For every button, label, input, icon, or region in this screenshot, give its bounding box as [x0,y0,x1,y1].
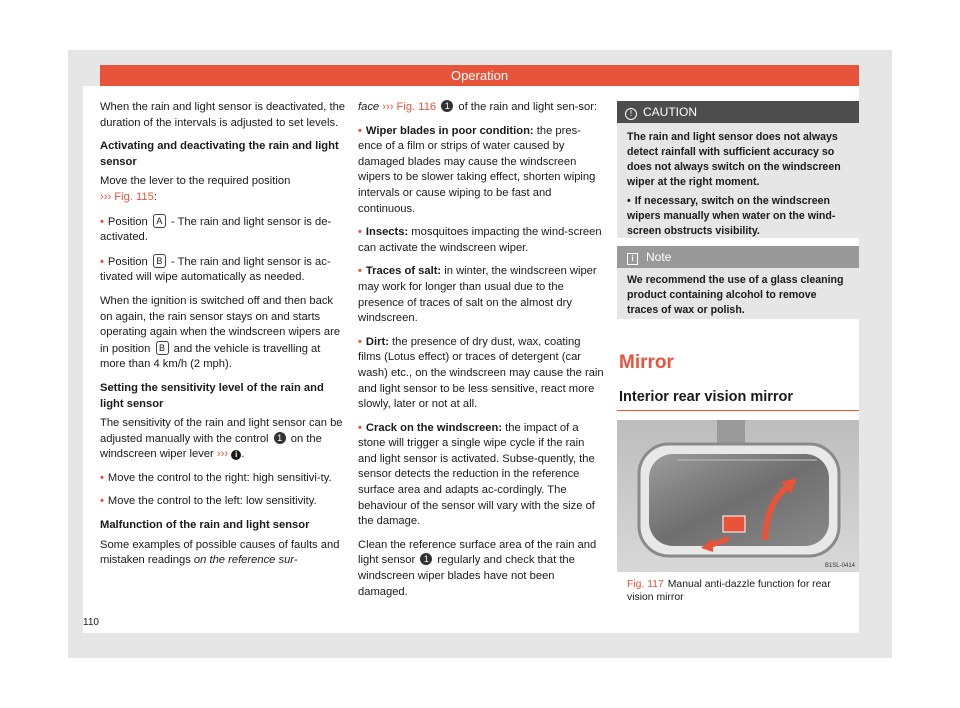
list-item [358,124,604,218]
bullet: • [100,215,104,228]
paragraph [100,174,348,205]
control-badge: 1 [441,100,453,112]
list-item [100,494,348,510]
list-item [358,421,604,530]
text: - The rain and light sensor is de-activated. [100,215,332,244]
caution-title: CAUTION [643,105,697,119]
note-link[interactable]: ››› [216,448,229,461]
text: the pres-ence of a film or strips of water caused by damaged blades may cause the windscreen wipers to be slower taking effect, shorten wiping intervals or cause wiping to be fast and continuous. [358,124,596,215]
text: mosquitoes impacting the wind-screen can activate the windscreen wiper. [358,226,602,254]
caution-item [627,194,849,239]
text: The sensitivity of the rain and light sensor can be adjusted manually with the control [100,417,343,445]
text: Clean the reference surface area of the rain and light sensor [358,538,597,567]
caution-box [617,101,859,238]
caption-text: Manual anti-dazzle function for rear vision mirror [627,579,831,603]
list-item [100,214,348,246]
note-title: Note [646,250,672,264]
figure-caption [627,578,851,604]
paragraph [358,538,604,600]
text: regularly and check that the windscreen wiper blades have not been damaged. [358,554,575,598]
text: - The rain and light sensor is ac-tivated will wipe automatically as needed. [100,255,331,284]
text: Move the lever to the required position [100,175,291,188]
bullet: • [358,124,362,137]
subheading: Setting the sensitivity level of the rain and light sensor [100,381,324,410]
text: and the vehicle is travelling at more than 4 km/h (2 mph). [100,342,321,371]
page-number: 110 [83,617,99,628]
section-title: Mirror [619,352,674,373]
column-2 [358,100,604,608]
item-label: Crack on the windscreen: [365,421,503,434]
list-item [358,264,604,326]
info-icon: i [231,450,241,460]
bullet: • [358,335,362,348]
mirror-illustration [617,420,859,572]
caution-text: If necessary, switch on the windscreen wipers manually when water on the wind-screen obstructs visibility. [627,195,836,237]
title-underline [617,410,859,411]
paragraph [100,294,348,373]
item-label: Dirt: [365,335,389,348]
position-badge: A [153,214,166,228]
item-label: Traces of salt: [365,265,442,278]
list-item [100,471,348,487]
text: in winter, the windscreen wiper may work for longer than usual due to the presence of traces of salt on the almost dry windscreen. [358,265,597,325]
bullet: • [100,471,104,484]
position-badge: B [156,341,169,355]
info-icon: i [627,253,638,265]
item-label: Insects: [365,226,409,239]
text: Position [107,215,148,228]
section-header: Operation [100,65,859,86]
text: Position [107,255,148,268]
caution-text: The rain and light sensor does not always detect rainfall with sufficient accuracy so does not always switch on the windscreen wiper at the right moment. [627,131,841,188]
text: of the rain and light sen-sor: [455,101,598,113]
mirror-figure [617,420,859,572]
bullet: • [358,265,362,278]
subheading: Malfunction of the rain and light sensor [100,519,310,532]
control-badge: 1 [274,432,286,444]
bullet: • [358,226,362,239]
caption-label: Fig. 117 [627,579,664,590]
note-text: We recommend the use of a glass cleaning product containing alcohol to remove traces of wax or polish. [627,274,844,316]
control-badge: 1 [420,553,432,565]
paragraph [358,100,604,116]
figure-link[interactable]: ››› Fig. 116 [382,101,437,113]
note-header [617,246,859,268]
bullet: • [358,421,362,434]
column-1 [100,100,348,577]
list-item [100,254,348,286]
text: : [153,190,157,203]
position-badge: B [153,254,166,268]
subheading: Activating and deactivating the rain and light sensor [100,140,339,168]
paragraph: The sensitivity of the rain and light sensor can be adjusted manually with the control 1 on the windscreen wiper lever ››› i . [100,417,343,461]
list-item [358,225,604,256]
paragraph: When the rain and light sensor is deactivated, the duration of the intervals is adjusted to set levels. [100,101,346,129]
warning-circle-icon: ! [625,108,637,120]
figure-link[interactable]: ››› Fig. 115 [100,190,154,203]
bullet: • [100,495,104,508]
list-item [358,335,604,413]
bullet: • [627,195,631,207]
text: face [358,101,380,113]
text: Move the control to the left: low sensitivity. [107,495,317,508]
item-label: Wiper blades in poor condition: [365,124,534,137]
text: When the ignition is switched off and then back on again, the rain sensor stays on and starts operating again when the windscreen wipers are in position [100,294,341,355]
paragraph [100,538,348,569]
subsection-title: Interior rear vision mirror [619,389,794,405]
note-box [617,246,859,319]
figure-code: B1SL-0414 [824,563,855,569]
text: on the reference sur- [193,554,298,567]
text: the impact of a stone will trigger a single wipe cycle if the rain and light sensor is activated. Subse-quently, the sensor detects the reduction in the reference surface area and adapts ac-cordingly. The behaviour of the sensor will vary with the size of the damage. [358,421,595,528]
text: on the windscreen wiper lever [100,432,322,461]
text: the presence of dry dust, wax, coating films (Lotus effect) or traces of detergent (car wash) etc., on the windscreen may cause the rain and light sensor to be less sensitive, react more slowly, later or not at all. [358,335,604,411]
caution-header [617,101,859,123]
bullet: • [100,255,104,268]
text: Some examples of possible causes of faults and mistaken readings [100,538,340,567]
text: Move the control to the right: high sensitivi-ty. [107,471,332,484]
